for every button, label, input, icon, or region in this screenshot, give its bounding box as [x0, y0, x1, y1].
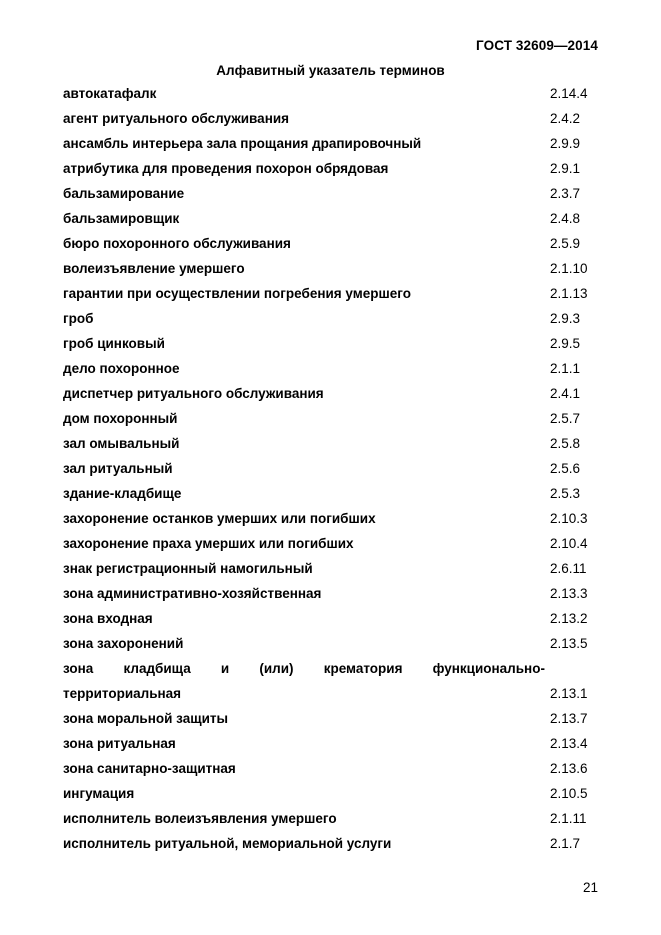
index-entry	[63, 435, 598, 460]
index-entry	[63, 585, 598, 610]
index-entry	[63, 385, 598, 410]
index-term: бальзамирование	[63, 186, 185, 201]
index-term: бюро похоронного обслуживания	[63, 236, 291, 251]
index-term: захоронение праха умерших или погибших	[63, 536, 354, 551]
index-term: гарантии при осуществлении погребения умершего	[63, 286, 411, 301]
index-ref: 2.4.8	[550, 211, 581, 226]
index-term: автокатафалк	[63, 86, 157, 101]
index-entry	[63, 660, 598, 685]
index-term: диспетчер ритуального обслуживания	[63, 386, 324, 401]
index-term-word: зона	[63, 661, 94, 676]
index-term: исполнитель ритуальной, мемориальной услуги	[63, 836, 392, 851]
index-ref: 2.9.1	[550, 161, 581, 176]
document-code: ГОСТ 32609—2014	[476, 38, 598, 53]
index-term: волеизъявление умершего	[63, 261, 245, 276]
index-term: бальзамировщик	[63, 211, 180, 226]
index-term: ансамбль интерьера зала прощания драпировочный	[63, 136, 422, 151]
index-ref: 2.5.7	[550, 411, 581, 426]
index-entry	[63, 760, 598, 785]
index-term: атрибутика для проведения похорон обрядовая	[63, 161, 389, 176]
index-term-word: кладбища	[123, 661, 191, 676]
index-term: зона захоронений	[63, 636, 184, 651]
index-ref: 2.9.3	[550, 311, 581, 326]
index-entry	[63, 785, 598, 810]
index-term-word: (или)	[259, 661, 294, 676]
index-term: зона административно-хозяйственная	[63, 586, 322, 601]
index-term: зона санитарно-защитная	[63, 761, 236, 776]
index-entry	[63, 185, 598, 210]
index-term: гроб цинковый	[63, 336, 165, 351]
index-entry	[63, 360, 598, 385]
index-ref: 2.5.8	[550, 436, 581, 451]
index-term: захоронение останков умерших или погибших	[63, 511, 376, 526]
index-ref: 2.5.6	[550, 461, 581, 476]
index-ref: 2.4.2	[550, 111, 581, 126]
index-term: зона входная	[63, 611, 153, 626]
index-entry	[63, 110, 598, 135]
index-entry	[63, 610, 598, 635]
index-entry	[63, 485, 598, 510]
index-entry	[63, 710, 598, 735]
index-entry	[63, 835, 598, 860]
index-entry	[63, 85, 598, 110]
index-entry	[63, 535, 598, 560]
index-term: агент ритуального обслуживания	[63, 111, 290, 126]
index-title: Алфавитный указатель терминов	[216, 63, 445, 78]
index-term: территориальная	[63, 686, 182, 701]
index-entry	[63, 160, 598, 185]
index-ref: 2.13.4	[550, 736, 588, 751]
index-term: исполнитель волеизъявления умершего	[63, 811, 337, 826]
index-term: ингумация	[63, 786, 135, 801]
index-entry	[63, 560, 598, 585]
index-ref: 2.13.5	[550, 636, 588, 651]
index-entry	[63, 410, 598, 435]
index-entry	[63, 235, 598, 260]
index-ref: 2.10.4	[550, 536, 588, 551]
index-term-word: крематория	[323, 661, 403, 676]
index-ref: 2.1.10	[550, 261, 588, 276]
page-number: 21	[582, 880, 598, 895]
index-term: дело похоронное	[63, 361, 180, 376]
index-entry	[63, 735, 598, 760]
index-entry	[63, 310, 598, 335]
index-term: зал омывальный	[63, 436, 180, 451]
index-ref: 2.13.2	[550, 611, 588, 626]
index-entry	[63, 135, 598, 160]
index-ref: 2.1.11	[550, 811, 587, 826]
index-ref: 2.9.9	[550, 136, 581, 151]
index-ref: 2.13.7	[550, 711, 588, 726]
index-entry	[63, 810, 598, 835]
index-term: гроб	[63, 311, 94, 326]
index-term: дом похоронный	[63, 411, 178, 426]
index-ref: 2.5.3	[550, 486, 581, 501]
index-ref: 2.4.1	[550, 386, 581, 401]
index-ref: 2.9.5	[550, 336, 581, 351]
index-ref: 2.5.9	[550, 236, 581, 251]
index-entry	[63, 460, 598, 485]
index-term-word: и	[220, 661, 230, 676]
index-ref: 2.10.3	[550, 511, 588, 526]
index-term: зона ритуальная	[63, 736, 176, 751]
index-ref: 2.3.7	[550, 186, 581, 201]
index-term: зал ритуальный	[63, 461, 173, 476]
index-entry	[63, 210, 598, 235]
index-ref: 2.1.1	[550, 361, 581, 376]
index-entry	[63, 260, 598, 285]
index-term: знак регистрационный намогильный	[63, 561, 313, 576]
index-ref: 2.6.11	[550, 561, 587, 576]
index-term-word: функционально-	[432, 661, 545, 676]
index-entry	[63, 635, 598, 660]
index-ref: 2.10.5	[550, 786, 588, 801]
index-entry-continuation	[63, 685, 598, 710]
index-ref: 2.13.3	[550, 586, 588, 601]
index-ref: 2.14.4	[550, 86, 588, 101]
index-ref: 2.1.13	[550, 286, 588, 301]
index-term: здание-кладбище	[63, 486, 182, 501]
index-ref: 2.1.7	[550, 836, 581, 851]
index-ref: 2.13.1	[550, 686, 588, 701]
index-entry	[63, 335, 598, 360]
index-ref: 2.13.6	[550, 761, 588, 776]
index-term: зона моральной защиты	[63, 711, 229, 726]
index-entry	[63, 285, 598, 310]
term-index-list	[63, 85, 598, 860]
index-entry	[63, 510, 598, 535]
index-term	[63, 661, 545, 676]
